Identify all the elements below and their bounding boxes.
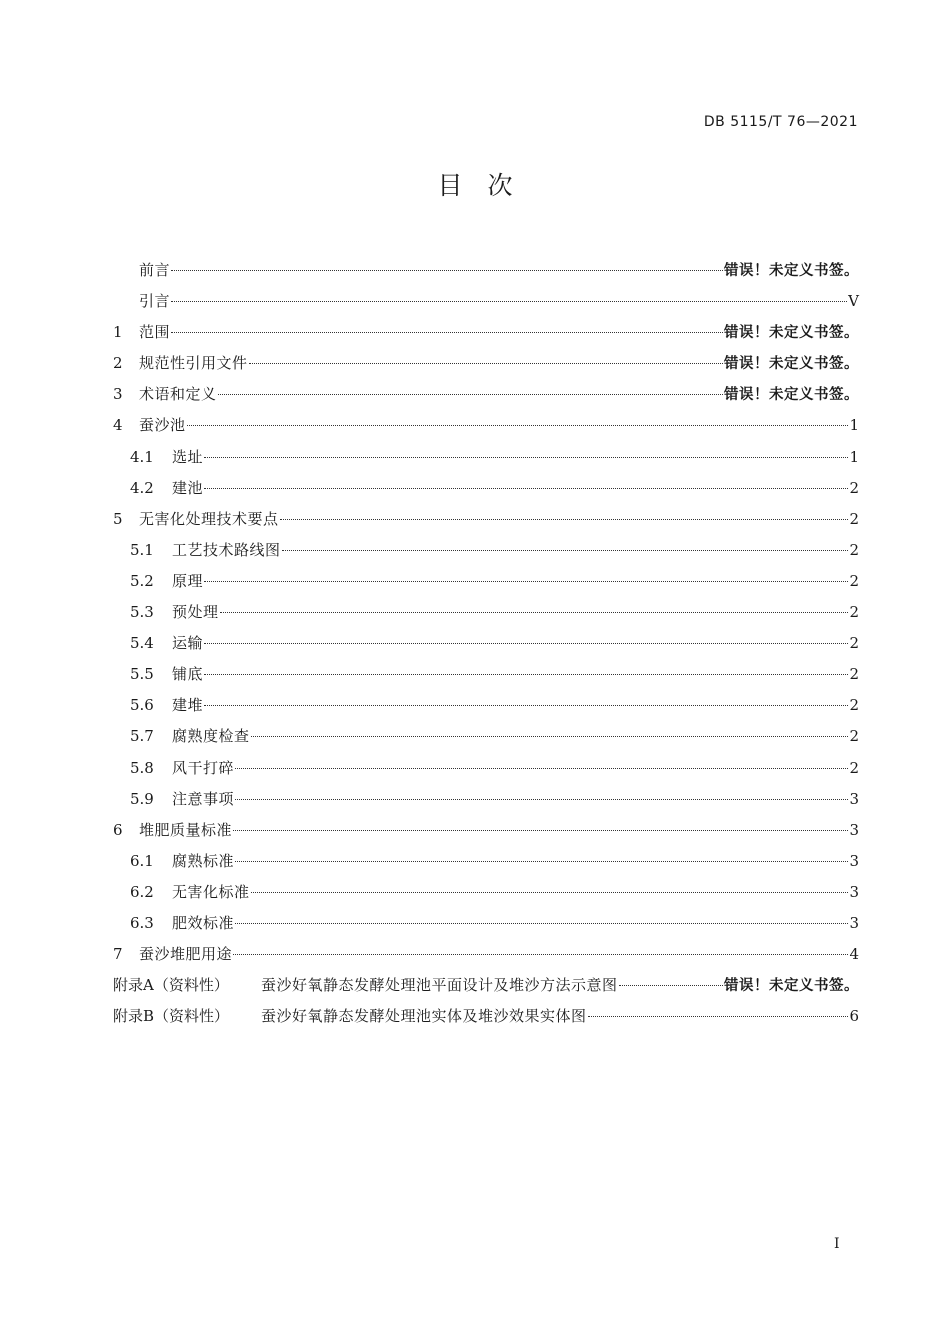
toc-entry-label: 运输 — [172, 634, 204, 653]
toc-dot-leader — [220, 612, 849, 613]
toc-entry-page: 1 — [849, 447, 859, 466]
document-code: DB 5115/T 76—2021 — [703, 114, 858, 130]
toc-entry[interactable] — [113, 508, 859, 539]
toc-dot-leader — [282, 550, 849, 551]
toc-dot-leader — [171, 301, 847, 302]
toc-dot-leader — [218, 394, 723, 395]
toc-dot-leader — [204, 705, 848, 706]
toc-entry-number: 5.5 — [130, 665, 154, 684]
toc-entry-page: 错误！未定义书签。 — [724, 978, 859, 995]
toc-entry-label: 蚕沙好氧静态发酵处理池实体及堆沙效果实体图 — [261, 1007, 587, 1026]
toc-entry-page: 3 — [849, 913, 859, 932]
toc-entry-number: 5.6 — [130, 696, 154, 715]
toc-entry-number: 4.1 — [130, 447, 154, 466]
toc-entry-label: 范围 — [139, 323, 171, 342]
toc-entry[interactable] — [113, 850, 859, 881]
toc-entry[interactable] — [113, 757, 859, 788]
toc-entry-number: 3 — [113, 385, 123, 404]
toc-dot-leader — [204, 581, 848, 582]
toc-entry-number: 6.3 — [130, 913, 154, 932]
toc-entry-page: 1 — [849, 416, 859, 435]
toc-entry-page: V — [848, 292, 859, 311]
toc-dot-leader — [619, 985, 723, 986]
toc-entry[interactable] — [113, 912, 859, 943]
toc-entry-label: 肥效标准 — [172, 913, 235, 932]
toc-entry-number: 5.3 — [130, 603, 154, 622]
toc-entry-label: 术语和定义 — [139, 385, 217, 404]
toc-entry-number: 4.2 — [130, 478, 154, 497]
toc-entry-page: 2 — [849, 571, 859, 590]
toc-entry[interactable] — [113, 725, 859, 756]
toc-dot-leader — [588, 1016, 849, 1017]
toc-entry[interactable] — [113, 383, 859, 414]
toc-entry-label: 腐熟度检查 — [172, 727, 250, 746]
toc-entry-number: 7 — [113, 945, 123, 964]
toc-entry-page: 4 — [849, 945, 859, 964]
toc-entry-label: 工艺技术路线图 — [172, 540, 281, 559]
toc-entry-page: 2 — [849, 727, 859, 746]
toc-dot-leader — [204, 674, 848, 675]
footer-page-number: I — [834, 1236, 840, 1252]
toc-entry-label: 原理 — [172, 571, 204, 590]
toc-dot-leader — [235, 799, 848, 800]
toc-entry[interactable] — [113, 446, 859, 477]
toc-entry-number: 6 — [113, 820, 123, 839]
toc-entry-label: 建堆 — [172, 696, 204, 715]
toc-entry-number: 5.7 — [130, 727, 154, 746]
toc-dot-leader — [187, 425, 849, 426]
toc-entry-label: 注意事项 — [172, 789, 235, 808]
toc-entry[interactable] — [113, 352, 859, 383]
toc-dot-leader — [235, 923, 848, 924]
toc-entry-label: 腐熟标准 — [172, 851, 235, 870]
toc-dot-leader — [204, 457, 848, 458]
toc-entry-number: 6.1 — [130, 851, 154, 870]
toc-entry-page: 3 — [849, 820, 859, 839]
toc-entry-number: 5.1 — [130, 540, 154, 559]
toc-entry-number: 2 — [113, 354, 123, 373]
toc-entry-page: 3 — [849, 789, 859, 808]
toc-entry[interactable] — [113, 477, 859, 508]
toc-dot-leader — [171, 332, 723, 333]
toc-entry-number: 6.2 — [130, 882, 154, 901]
toc-dot-leader — [280, 519, 849, 520]
toc-entry-page: 3 — [849, 882, 859, 901]
toc-dot-leader — [251, 892, 849, 893]
toc-entry-label: 堆肥质量标准 — [139, 820, 233, 839]
toc-entry[interactable] — [113, 881, 859, 912]
toc-entry-number: 4 — [113, 416, 123, 435]
toc-entry-label: 规范性引用文件 — [139, 354, 248, 373]
toc-dot-leader — [204, 488, 848, 489]
toc-entry-number: 1 — [113, 323, 123, 342]
toc-entry-label: 前言 — [139, 261, 171, 279]
toc-entry-label: 风干打碎 — [172, 758, 235, 777]
toc-entry[interactable] — [113, 601, 859, 632]
toc-entry[interactable] — [113, 1005, 859, 1036]
toc-entry-number: 5.8 — [130, 758, 154, 777]
toc-entry-page: 2 — [849, 540, 859, 559]
toc-entry-page: 错误！未定义书签。 — [724, 356, 859, 373]
toc-entry[interactable] — [113, 788, 859, 819]
toc-entry[interactable] — [113, 819, 859, 850]
toc-entry-label: 无害化标准 — [172, 882, 250, 901]
toc-dot-leader — [233, 830, 848, 831]
toc-entry[interactable] — [113, 632, 859, 663]
toc-entry-page: 2 — [849, 696, 859, 715]
toc-entry[interactable] — [113, 570, 859, 601]
toc-entry-number: 5.2 — [130, 571, 154, 590]
toc-entry-page: 错误！未定义书签。 — [724, 325, 859, 342]
toc-entry-page: 2 — [849, 665, 859, 684]
toc-entry-page: 2 — [849, 478, 859, 497]
toc-entry-number: 附录B（资料性） — [113, 1007, 230, 1026]
toc-entry-page: 3 — [849, 851, 859, 870]
toc-entry-label: 蚕沙堆肥用途 — [139, 945, 233, 964]
toc-dot-leader — [171, 270, 723, 271]
toc-entry[interactable] — [113, 943, 859, 974]
toc-entry[interactable] — [113, 290, 859, 321]
toc-dot-leader — [204, 643, 848, 644]
toc-entry[interactable] — [113, 974, 859, 1005]
toc-dot-leader — [235, 768, 848, 769]
toc-entry-number: 5.9 — [130, 789, 154, 808]
table-of-contents — [113, 259, 859, 1036]
toc-entry[interactable] — [113, 663, 859, 694]
toc-entry-label: 蚕沙好氧静态发酵处理池平面设计及堆沙方法示意图 — [261, 976, 618, 995]
toc-dot-leader — [251, 736, 849, 737]
toc-entry-page: 错误！未定义书签。 — [724, 387, 859, 404]
toc-entry-label: 引言 — [139, 292, 171, 311]
toc-dot-leader — [235, 861, 848, 862]
toc-entry-label: 预处理 — [172, 603, 219, 622]
toc-entry-page: 2 — [849, 603, 859, 622]
toc-entry-number: 5 — [113, 509, 123, 528]
toc-entry-page: 错误！未定义书签。 — [724, 263, 859, 279]
toc-dot-leader — [233, 954, 848, 955]
toc-dot-leader — [249, 363, 723, 364]
toc-entry-page: 2 — [849, 509, 859, 528]
toc-entry-page: 6 — [849, 1007, 859, 1026]
toc-entry[interactable] — [113, 321, 859, 352]
toc-entry-page: 2 — [849, 634, 859, 653]
toc-entry-label: 选址 — [172, 447, 204, 466]
toc-entry-number: 5.4 — [130, 634, 154, 653]
toc-entry[interactable] — [113, 414, 859, 445]
toc-entry-number: 附录A（资料性） — [113, 976, 229, 995]
toc-entry[interactable] — [113, 259, 859, 290]
toc-entry-label: 建池 — [172, 478, 204, 497]
toc-entry-label: 无害化处理技术要点 — [139, 509, 279, 528]
toc-entry-label: 铺底 — [172, 665, 204, 684]
page-title: 目 次 — [437, 171, 513, 200]
toc-entry[interactable] — [113, 539, 859, 570]
toc-entry-label: 蚕沙池 — [139, 416, 186, 435]
toc-entry-page: 2 — [849, 758, 859, 777]
toc-entry[interactable] — [113, 694, 859, 725]
